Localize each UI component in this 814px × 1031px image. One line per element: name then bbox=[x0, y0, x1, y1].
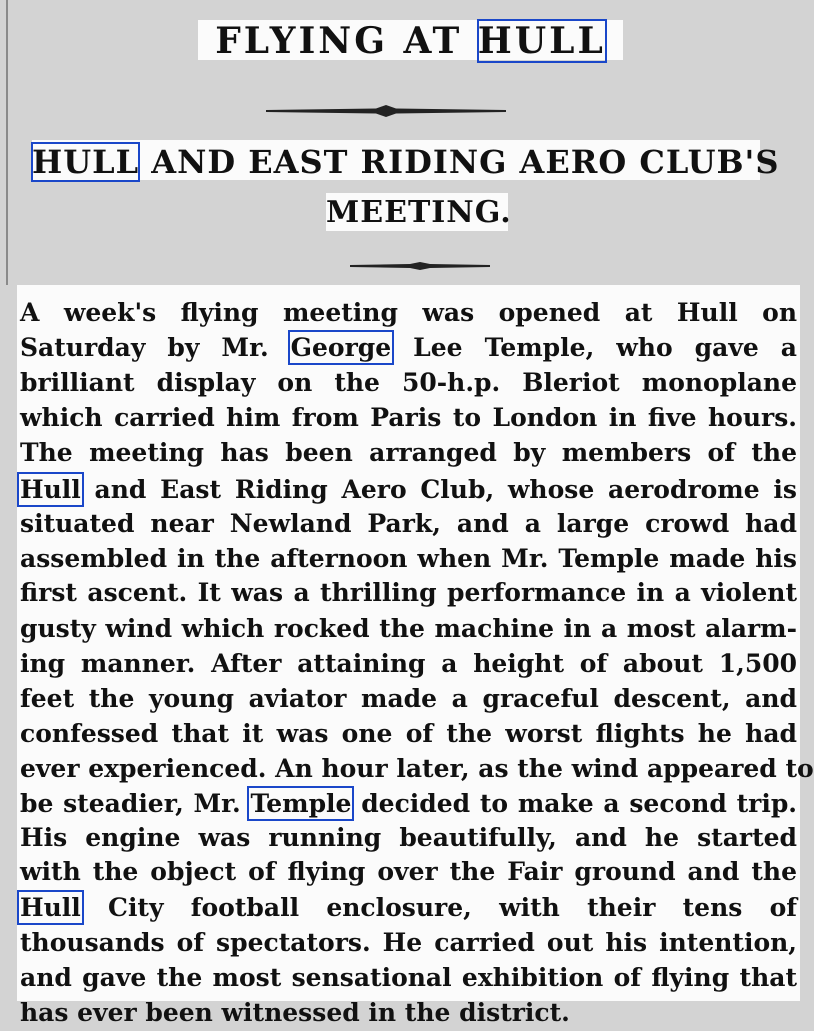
article-text: Saturday by Mr. bbox=[20, 333, 291, 362]
article-text: be steadier, Mr. bbox=[20, 789, 251, 818]
article-line bbox=[20, 786, 797, 822]
article-text: The meeting has been arranged by members of the bbox=[20, 438, 797, 467]
article-line bbox=[20, 400, 797, 436]
article-line bbox=[20, 646, 797, 682]
article-line bbox=[20, 925, 797, 961]
article-text: ing manner. After attaining a height of about 1,500 bbox=[20, 649, 797, 678]
column-rule bbox=[6, 0, 8, 285]
article-line bbox=[20, 611, 797, 647]
article-line bbox=[20, 365, 797, 401]
article-text: with the object of flying over the Fair ground and the bbox=[20, 857, 797, 886]
article-text: City football enclosure, with their tens of bbox=[80, 893, 797, 922]
search-hit-highlight[interactable]: Hull bbox=[20, 893, 81, 922]
article-line bbox=[20, 472, 797, 508]
article-line bbox=[20, 295, 797, 331]
sub-headline bbox=[32, 140, 780, 181]
article-text: Lee Temple, who gave a bbox=[391, 333, 797, 362]
ornamental-rule bbox=[266, 103, 506, 119]
article-line bbox=[20, 751, 814, 787]
search-hit-highlight[interactable]: Temple bbox=[250, 789, 352, 818]
article-line bbox=[20, 890, 797, 926]
article-text: and East Riding Aero Club, whose aerodrome is bbox=[80, 475, 797, 504]
article-line bbox=[20, 330, 797, 366]
article-text: thousands of spectators. He carried out his intention, bbox=[20, 928, 797, 957]
article-line bbox=[20, 820, 797, 856]
article-line bbox=[20, 435, 797, 471]
search-hit-highlight[interactable]: Hull bbox=[20, 475, 81, 504]
sub-headline-text: AND EAST RIDING AERO CLUB'S bbox=[139, 143, 780, 181]
article-line bbox=[20, 854, 797, 890]
article-text: which carried him from Paris to London in five hours. bbox=[20, 403, 797, 432]
article-text: and gave the most sensational exhibition of flying that bbox=[20, 963, 797, 992]
headline-text: FLYING AT bbox=[215, 20, 478, 62]
search-hit-highlight[interactable]: HULL bbox=[32, 143, 140, 181]
article-line bbox=[20, 681, 797, 717]
search-hit-highlight[interactable]: HULL bbox=[477, 20, 606, 62]
article-text: situated near Newland Park, and a large crowd had bbox=[20, 509, 797, 538]
ornamental-rule bbox=[350, 260, 490, 272]
article-text: decided to make a second trip. bbox=[351, 789, 798, 818]
article-text: A week's flying meeting was opened at Hull on bbox=[20, 298, 797, 327]
article-text: first ascent. It was a thrilling performance in a violent bbox=[20, 578, 797, 607]
article-text: brilliant display on the 50-h.p. Bleriot monoplane bbox=[20, 368, 797, 397]
article-body bbox=[17, 285, 814, 1027]
search-hit-highlight[interactable]: George bbox=[290, 333, 392, 362]
article-line bbox=[20, 960, 797, 996]
article-text: gusty wind which rocked the machine in a most alarm- bbox=[20, 614, 797, 643]
article-text: confessed that it was one of the worst flights he had bbox=[20, 719, 797, 748]
article-text: assembled in the afternoon when Mr. Temple made his bbox=[20, 544, 797, 573]
article-line bbox=[20, 575, 797, 611]
article-text: ever experienced. An hour later, as the wind appeared to bbox=[20, 754, 814, 783]
article-line bbox=[20, 716, 797, 752]
article-text: feet the young aviator made a graceful descent, and bbox=[20, 684, 797, 713]
sub-headline-continued: MEETING. bbox=[326, 195, 512, 230]
article-line bbox=[20, 541, 797, 577]
article-text: has ever been witnessed in the district. bbox=[20, 998, 570, 1027]
article-text: His engine was running beautifully, and he started bbox=[20, 823, 797, 852]
article-line bbox=[20, 995, 797, 1031]
main-headline bbox=[198, 20, 623, 60]
article-line bbox=[20, 506, 797, 542]
